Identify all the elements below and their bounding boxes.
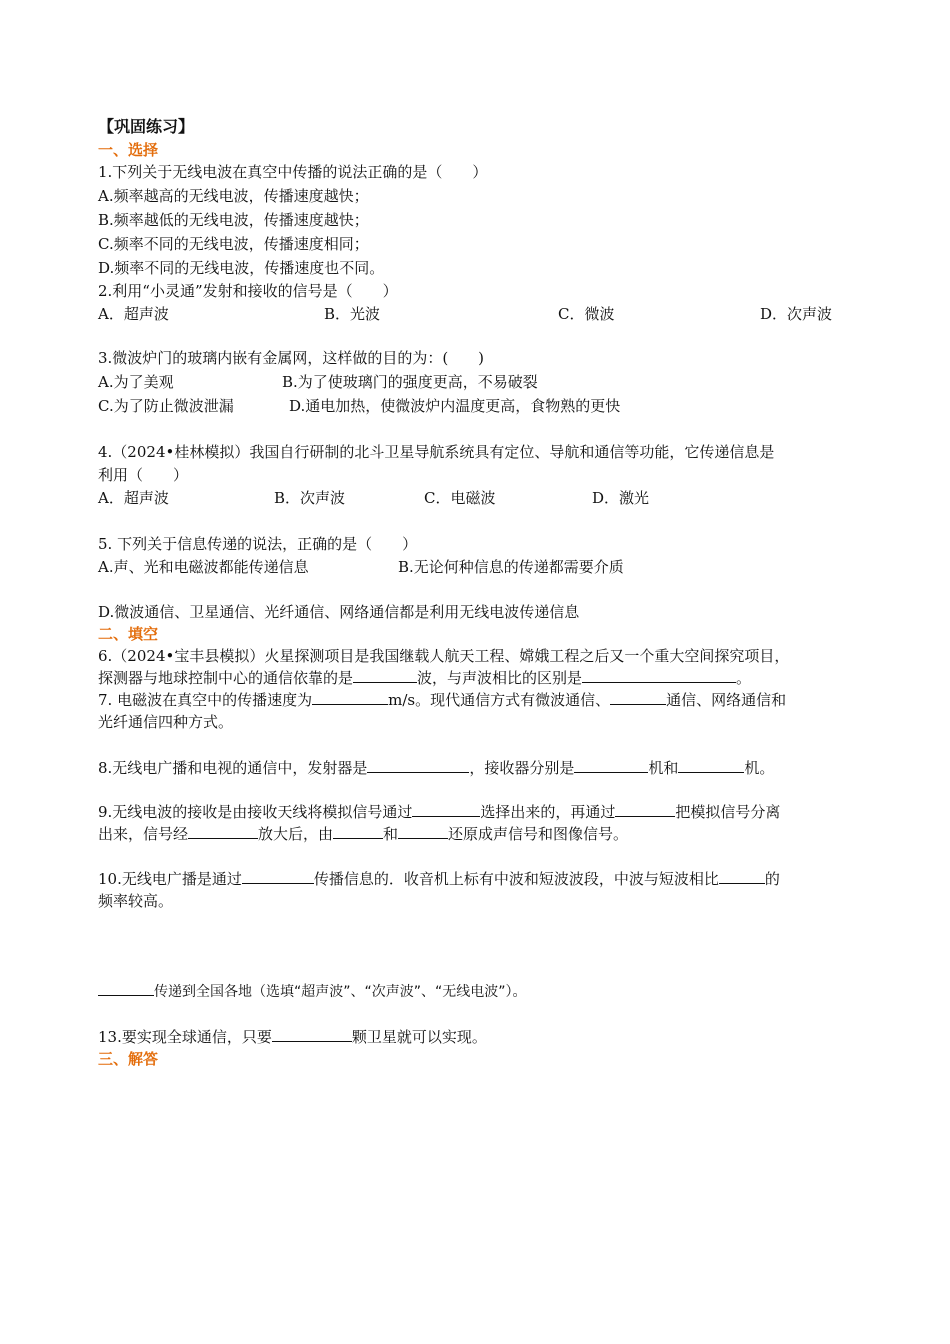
q9-blank-3[interactable] <box>188 824 258 839</box>
q10-blank-2[interactable] <box>719 869 765 884</box>
q6-blank-2[interactable] <box>582 668 736 683</box>
q9-blank-1[interactable] <box>412 802 480 817</box>
q13-text-b: 颗卫星就可以实现。 <box>351 1028 487 1046</box>
q5-option-a: A.声、光和电磁波都能传递信息 <box>98 558 309 576</box>
q12-blank-1[interactable] <box>98 981 154 996</box>
q2-option-b: B．光波 <box>324 305 381 323</box>
q8-text-b: ，接收器分别是 <box>469 759 575 777</box>
q5-stem: 5. 下列关于信息传递的说法，正确的是（ ） <box>98 535 418 553</box>
q10-text-a: 10.无线电广播是通过 <box>98 870 242 888</box>
q3-option-c: C.为了防止微波泄漏 <box>98 397 234 415</box>
q7-text-b: m/s。现代通信方式有微波通信、 <box>388 691 611 709</box>
q6-text-b: 波，与声波相比的区别是 <box>417 669 583 687</box>
q3-option-b: B.为了使玻璃门的强度更高，不易破裂 <box>282 373 538 391</box>
q5-option-b: B.无论何种信息的传递都需要介质 <box>398 558 624 576</box>
q1-option-c: C.频率不同的无线电波，传播速度相同； <box>98 235 369 253</box>
q8-text-a: 8.无线电广播和电视的通信中，发射器是 <box>98 759 368 777</box>
q2-option-a: A．超声波 <box>98 305 169 323</box>
q5-options-row1 <box>98 556 798 578</box>
q10-line1 <box>98 868 780 890</box>
q4-stem-line2: 利用（ ） <box>98 466 189 484</box>
q2-stem: 2.利用“小灵通”发射和接收的信号是（ ） <box>98 282 398 300</box>
q7-line1 <box>98 689 786 711</box>
q9-line1 <box>98 801 780 823</box>
q8-text-c: 机和 <box>648 759 679 777</box>
section-choice: 一、选择 <box>98 141 159 159</box>
q9-line2 <box>98 823 628 845</box>
q12-text: 传递到全国各地（选填“超声波”、“次声波”、“无线电波”）。 <box>154 984 527 1000</box>
section-fill: 二、填空 <box>98 625 159 643</box>
q7-text-c: 通信、网络通信和 <box>666 691 787 709</box>
q9-text-b: 选择出来的，再通过 <box>480 803 616 821</box>
q4-stem-line1: 4.（2024•桂林模拟）我国自行研制的北斗卫星导航系统具有定位、导航和通信等功能，它传递信息是 <box>98 443 775 461</box>
q8-line <box>98 757 774 779</box>
q2-options <box>98 303 858 325</box>
q12-line <box>98 980 527 1003</box>
q1-option-d: D.频率不同的无线电波，传播速度也不同。 <box>98 259 385 277</box>
q7-blank-2[interactable] <box>610 690 666 705</box>
q9-blank-2[interactable] <box>615 802 675 817</box>
q6-line1: 6.（2024•宝丰县模拟）火星探测项目是我国继载人航天工程、嫦娥工程之后又一个重大空间探究项目， <box>98 647 790 665</box>
q3-option-a: A.为了美观 <box>98 373 174 391</box>
q9-text-e: 放大后，由 <box>258 825 334 843</box>
q9-blank-5[interactable] <box>398 824 448 839</box>
q3-option-d: D.通电加热，使微波炉内温度更高，食物熟的更快 <box>289 397 621 415</box>
q8-blank-3[interactable] <box>678 758 744 773</box>
q9-text-d: 出来，信号经 <box>98 825 189 843</box>
q6-text-c: 。 <box>736 669 752 687</box>
q1-option-a: A.频率越高的无线电波，传播速度越快； <box>98 187 369 205</box>
q7-blank-1[interactable] <box>312 690 388 705</box>
q4-option-d: D．激光 <box>592 489 650 507</box>
q2-option-d: D．次声波 <box>760 305 833 323</box>
q3-stem: 3.微波炉门的玻璃内嵌有金属网，这样做的目的为：( ) <box>98 349 485 367</box>
q9-text-a: 9.无线电波的接收是由接收天线将模拟信号通过 <box>98 803 413 821</box>
q10-blank-1[interactable] <box>242 869 314 884</box>
q7-text-a: 7. 电磁波在真空中的传播速度为 <box>98 691 313 709</box>
q9-text-c: 把模拟信号分离 <box>675 803 781 821</box>
q13-line <box>98 1026 487 1048</box>
q13-blank-1[interactable] <box>272 1027 352 1042</box>
q7-line2: 光纤通信四种方式。 <box>98 713 234 731</box>
q9-text-f: 和 <box>383 825 399 843</box>
q3-options-row1 <box>98 371 798 393</box>
q4-option-b: B．次声波 <box>274 489 346 507</box>
page-heading: 【巩固练习】 <box>98 117 195 136</box>
q10-line2: 频率较高。 <box>98 892 174 910</box>
q4-option-c: C．电磁波 <box>424 489 496 507</box>
q9-text-g: 还原成声信号和图像信号。 <box>448 825 629 843</box>
q9-blank-4[interactable] <box>333 824 383 839</box>
q6-line2 <box>98 667 751 689</box>
q13-text-a: 13.要实现全球通信，只要 <box>98 1028 272 1046</box>
q6-text-a: 探测器与地球控制中心的通信依靠的是 <box>98 669 354 687</box>
q5-option-d: D.微波通信、卫星通信、光纤通信、网络通信都是利用无线电波传递信息 <box>98 603 580 621</box>
q3-options-row2 <box>98 395 798 417</box>
q10-text-c: 的 <box>764 870 780 888</box>
q10-text-b: 传播信息的．收音机上标有中波和短波波段，中波与短波相比 <box>313 870 719 888</box>
q4-option-a: A．超声波 <box>98 489 169 507</box>
q8-text-d: 机。 <box>744 759 775 777</box>
section-answer: 三、解答 <box>98 1050 159 1068</box>
q6-blank-1[interactable] <box>353 668 417 683</box>
q1-stem: 1.下列关于无线电波在真空中传播的说法正确的是（ ） <box>98 163 488 181</box>
q8-blank-1[interactable] <box>367 758 469 773</box>
q1-option-b: B.频率越低的无线电波，传播速度越快； <box>98 211 369 229</box>
q8-blank-2[interactable] <box>574 758 648 773</box>
q4-options <box>98 487 798 509</box>
q2-option-c: C．微波 <box>558 305 615 323</box>
